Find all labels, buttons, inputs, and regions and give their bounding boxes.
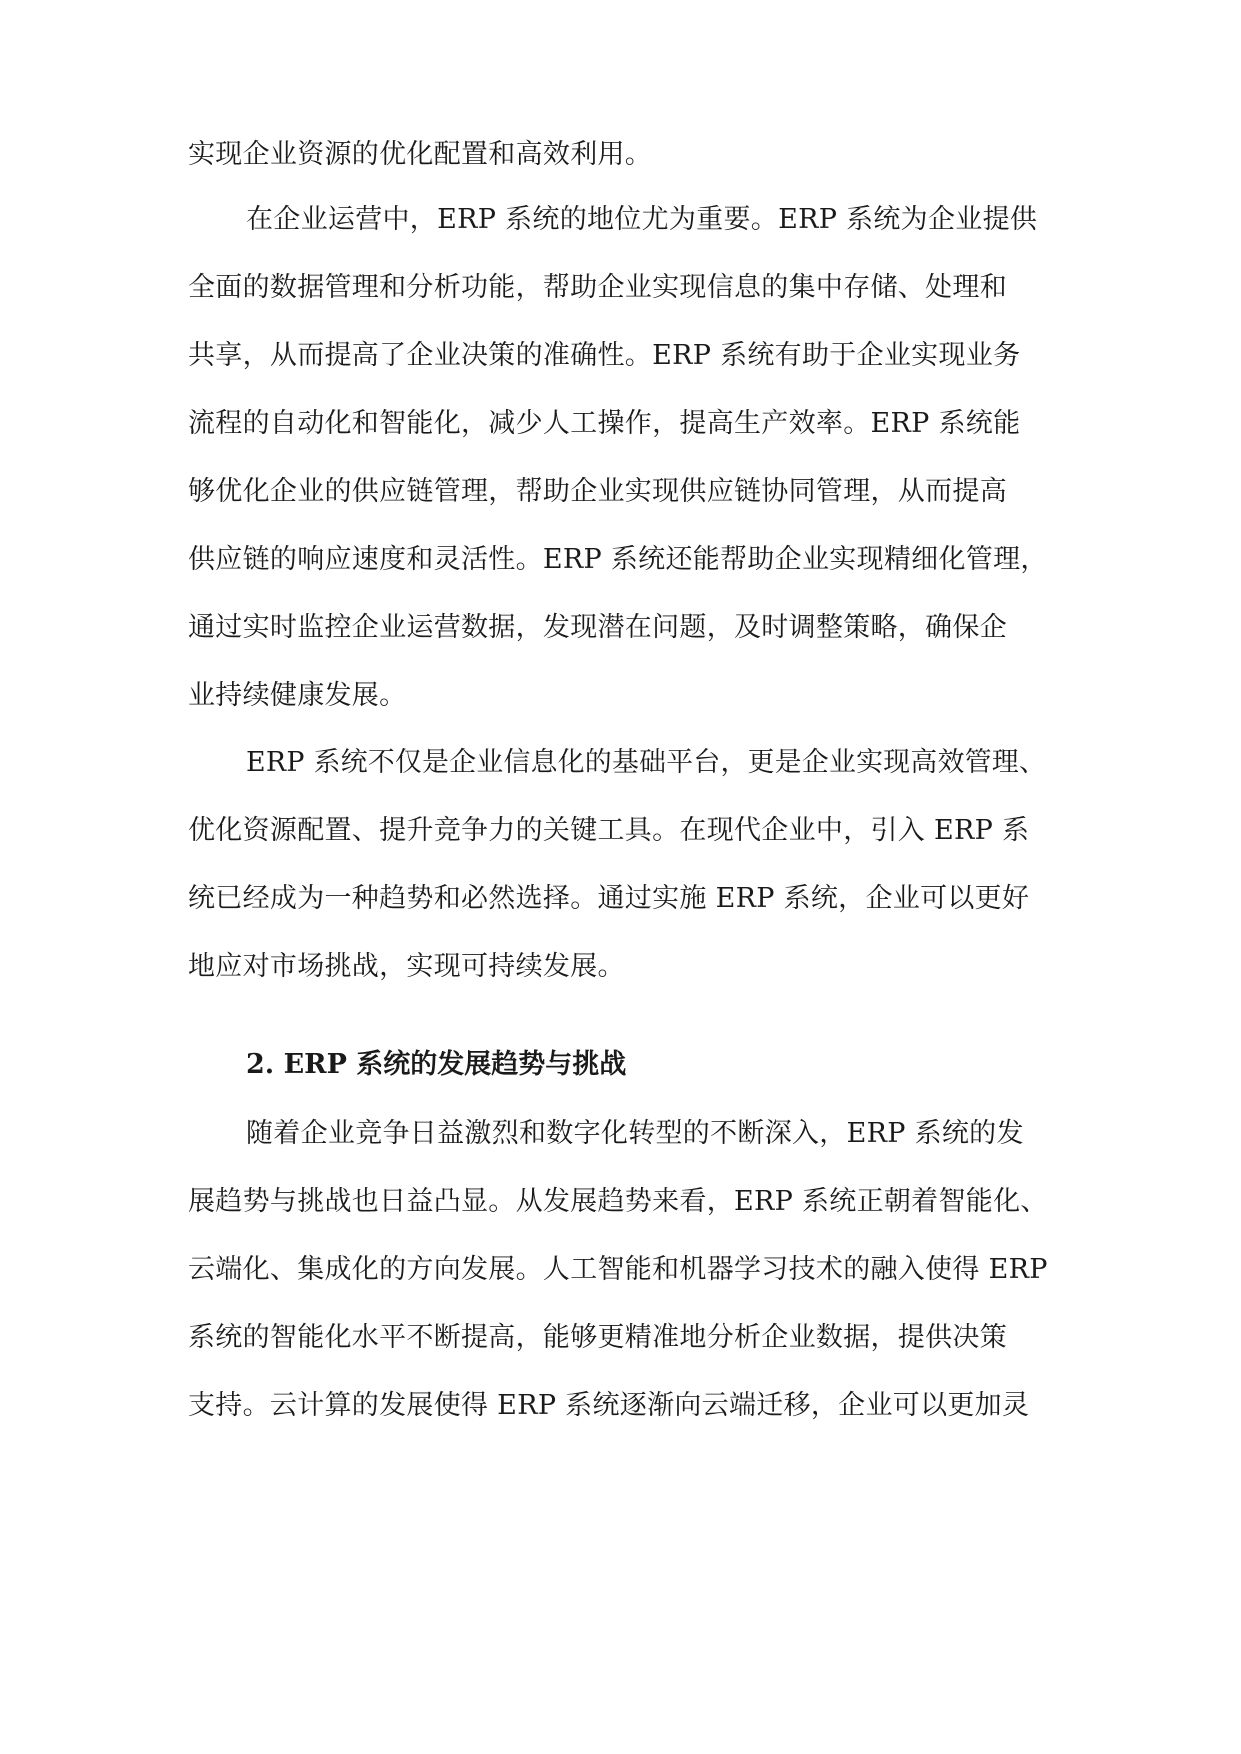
body-text-line: 云端化、集成化的方向发展。人工智能和机器学习技术的融入使得 ERP: [188, 1254, 1048, 1285]
body-text-line: 展趋势与挑战也日益凸显。从发展趋势来看，ERP 系统正朝着智能化、: [188, 1186, 1048, 1217]
body-text-line: 实现企业资源的优化配置和高效利用。: [188, 139, 653, 170]
body-text-line: ERP 系统不仅是企业信息化的基础平台，更是企业实现高效管理、: [246, 747, 1047, 778]
body-text-line: 够优化企业的供应链管理，帮助企业实现供应链协同管理，从而提高: [188, 476, 1007, 507]
body-text-line: 全面的数据管理和分析功能，帮助企业实现信息的集中存储、处理和: [188, 272, 1007, 303]
body-text-line: 通过实时监控企业运营数据，发现潜在问题，及时调整策略，确保企: [188, 612, 1007, 643]
section-heading: 2. ERP 系统的发展趋势与挑战: [246, 1049, 627, 1080]
body-text-line: 系统的智能化水平不断提高，能够更精准地分析企业数据，提供决策: [188, 1322, 1007, 1353]
body-text-line: 地应对市场挑战，实现可持续发展。: [188, 951, 625, 982]
body-text-line: 统已经成为一种趋势和必然选择。通过实施 ERP 系统，企业可以更好: [188, 883, 1030, 914]
body-text-line: 支持。云计算的发展使得 ERP 系统逐渐向云端迁移，企业可以更加灵: [188, 1390, 1030, 1421]
body-text-line: 供应链的响应速度和灵活性。ERP 系统还能帮助企业实现精细化管理，: [188, 544, 1048, 575]
body-text-line: 在企业运营中，ERP 系统的地位尤为重要。ERP 系统为企业提供: [246, 204, 1038, 235]
body-text-line: 业持续健康发展。: [188, 680, 407, 711]
body-text-line: 优化资源配置、提升竞争力的关键工具。在现代企业中，引入 ERP 系: [188, 815, 1030, 846]
body-text-line: 随着企业竞争日益激烈和数字化转型的不断深入，ERP 系统的发: [246, 1118, 1024, 1149]
body-text-line: 共享，从而提高了企业决策的准确性。ERP 系统有助于企业实现业务: [188, 340, 1021, 371]
body-text-line: 流程的自动化和智能化，减少人工操作，提高生产效率。ERP 系统能: [188, 408, 1021, 439]
